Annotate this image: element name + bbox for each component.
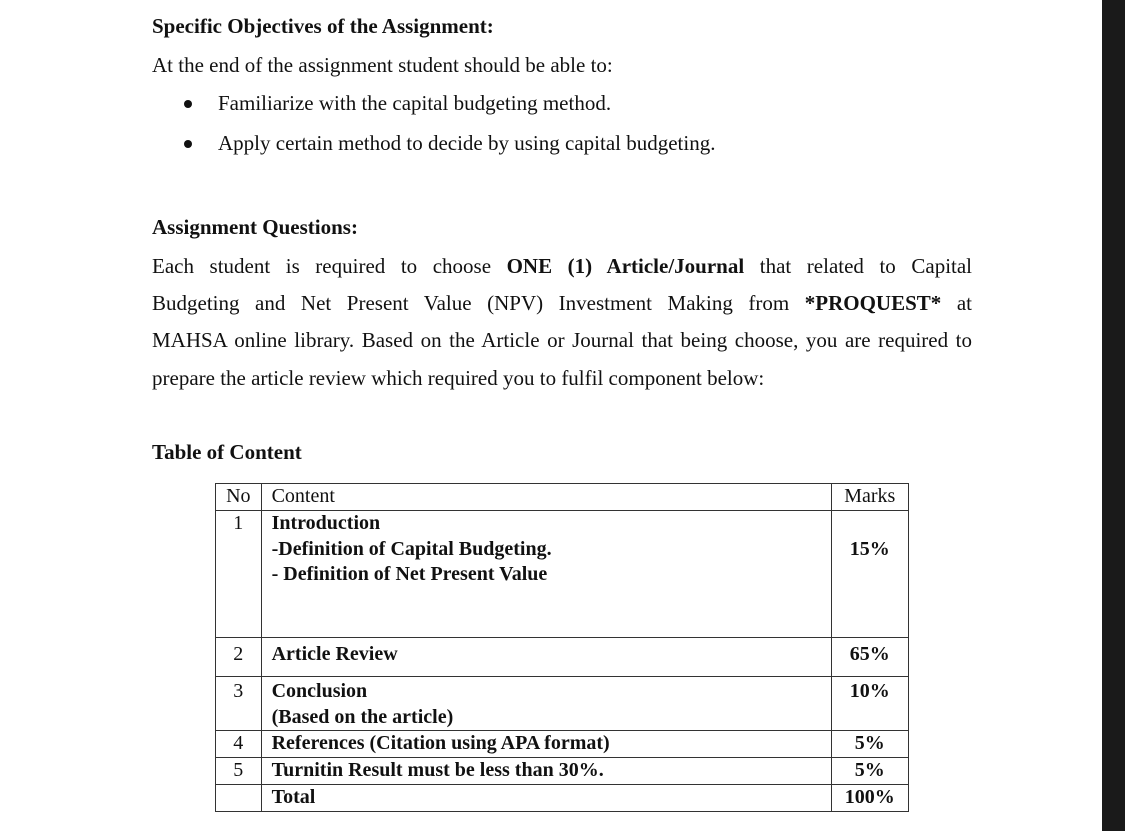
paragraph-text: at (956, 291, 972, 315)
row-content-line: (Based on the article) (271, 705, 454, 728)
objective-item: Familiarize with the capital budgeting method. (218, 91, 612, 115)
table-row (216, 731, 909, 758)
row-content-line: Turnitin Result must be less than 30%. (271, 759, 604, 781)
viewer-edge (1102, 0, 1125, 831)
table-header-row (216, 484, 909, 511)
row-content-line: Article Review (271, 643, 398, 665)
paragraph-text: that related to Capital (759, 254, 973, 278)
row-marks: 5% (831, 731, 909, 758)
row-no: 2 (216, 638, 262, 677)
row-content (261, 677, 831, 731)
row-content-line: -Definition of Capital Budgeting. (271, 537, 552, 560)
objectives-heading: Specific Objectives of the Assignment: (152, 14, 494, 38)
row-marks: 100% (831, 785, 909, 812)
row-content (261, 731, 831, 758)
toc-table (215, 483, 909, 812)
row-marks: 65% (831, 638, 909, 677)
row-marks: 10% (831, 677, 909, 731)
bullet-icon (184, 140, 192, 148)
row-content-line: Conclusion (271, 680, 368, 702)
row-content (261, 785, 831, 812)
table-row (216, 758, 909, 785)
header-marks: Marks (831, 484, 909, 511)
row-marks (831, 511, 909, 638)
row-no: 4 (216, 731, 262, 758)
paragraph-text: Each student is required to choose (152, 254, 492, 278)
paragraph-emphasis: ONE (1) Article/Journal (506, 254, 745, 278)
row-content (261, 758, 831, 785)
table-row (216, 511, 909, 638)
header-content: Content (261, 484, 831, 511)
row-marks: 5% (831, 758, 909, 785)
row-content-line: Total (271, 786, 316, 808)
header-no: No (216, 484, 262, 511)
paragraph-text: Budgeting and Net Present Value (NPV) Investment Making from (152, 291, 790, 315)
questions-paragraph-line (152, 291, 972, 316)
table-row (216, 638, 909, 677)
questions-heading: Assignment Questions: (152, 215, 358, 239)
row-content-line: References (Citation using APA format) (271, 732, 610, 754)
questions-paragraph-line: prepare the article review which required you to fulfil component below: (152, 366, 765, 390)
toc-heading: Table of Content (152, 440, 302, 464)
objective-item: Apply certain method to decide by using capital budgeting. (218, 131, 716, 155)
row-marks-value: 15% (849, 538, 890, 560)
row-no: 1 (216, 511, 262, 638)
table-row (216, 677, 909, 731)
bullet-icon (184, 100, 192, 108)
questions-paragraph-line: MAHSA online library. Based on the Article or Journal that being choose, you are required to (152, 328, 972, 352)
row-content-line: Introduction (271, 512, 381, 534)
row-content (261, 638, 831, 677)
paragraph-emphasis: *PROQUEST* (804, 291, 942, 315)
objectives-intro: At the end of the assignment student should be able to: (152, 53, 613, 77)
row-content-line: - Definition of Net Present Value (271, 563, 548, 585)
row-no: 3 (216, 677, 262, 731)
row-no (216, 785, 262, 812)
row-content (261, 511, 831, 638)
table-total-row (216, 785, 909, 812)
questions-paragraph-line (152, 254, 972, 279)
row-no: 5 (216, 758, 262, 785)
